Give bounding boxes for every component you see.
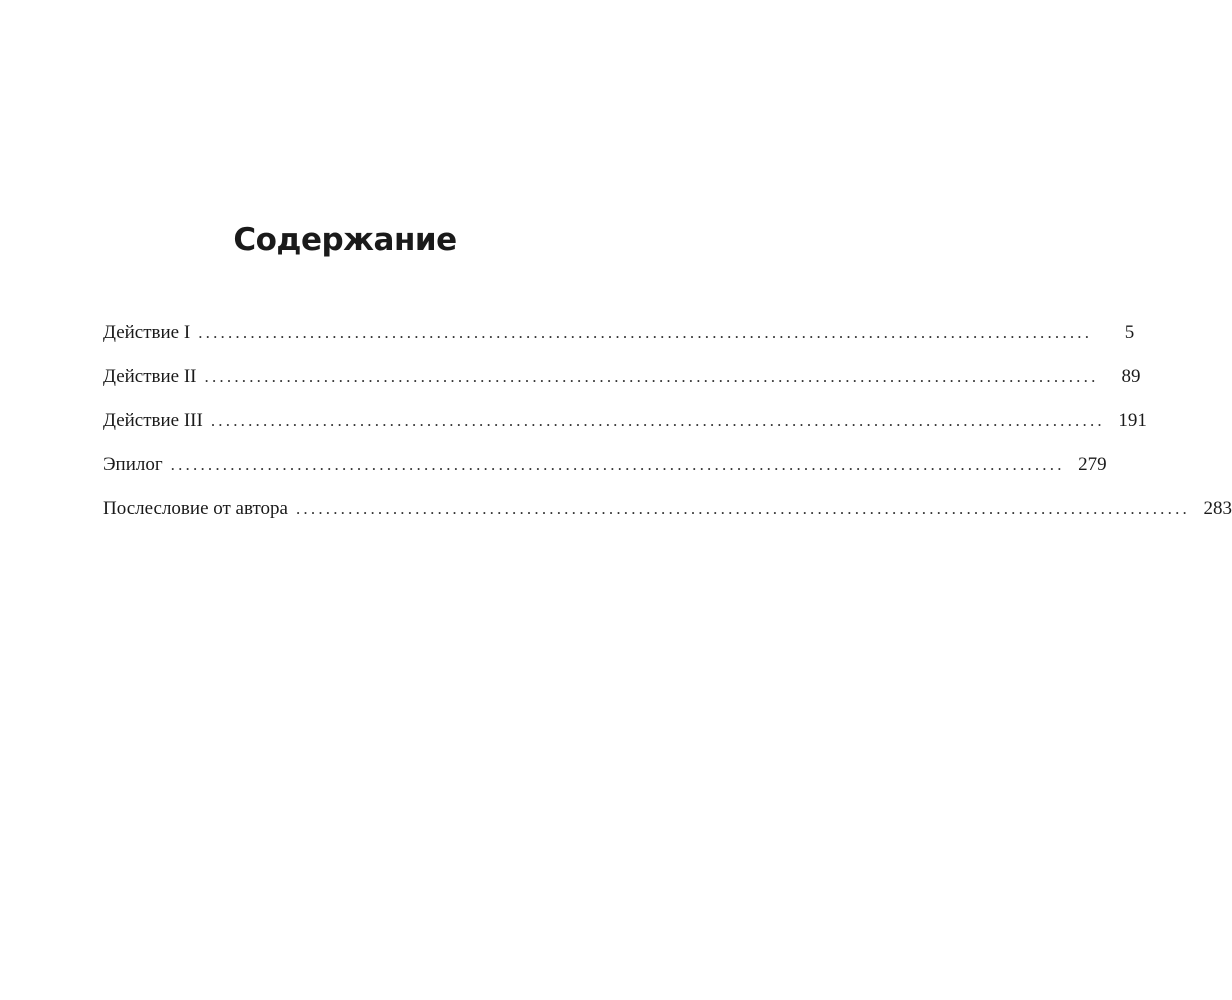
table-of-contents — [103, 322, 1232, 542]
toc-entry-page: 191 — [1118, 410, 1147, 431]
toc-entry — [103, 366, 1141, 410]
toc-leader-dots: ........................................................................................................................ — [210, 411, 1105, 430]
toc-entry-page: 279 — [1078, 454, 1107, 475]
toc-entry — [103, 322, 1135, 366]
toc-leader-dots: ........................................................................................................................ — [295, 499, 1190, 518]
toc-entry-page: 5 — [1124, 322, 1135, 343]
page-title: Содержание — [233, 222, 457, 258]
toc-entry-page: 89 — [1121, 366, 1141, 387]
toc-leader-dots: ........................................................................................................................ — [170, 455, 1065, 474]
toc-entry-label: Действие I — [103, 322, 191, 343]
toc-entry-label: Действие II — [103, 366, 197, 387]
toc-entry — [103, 454, 1107, 498]
toc-entry-label: Послесловие от автора — [103, 498, 288, 519]
toc-leader-dots: ........................................................................................................................ — [204, 367, 1099, 386]
toc-entry-page: 283 — [1203, 498, 1232, 519]
toc-entry — [103, 498, 1232, 542]
toc-entry — [103, 410, 1147, 454]
toc-leader-dots: ........................................................................................................................ — [198, 323, 1093, 342]
toc-entry-label: Эпилог — [103, 454, 163, 475]
toc-entry-label: Действие III — [103, 410, 203, 431]
